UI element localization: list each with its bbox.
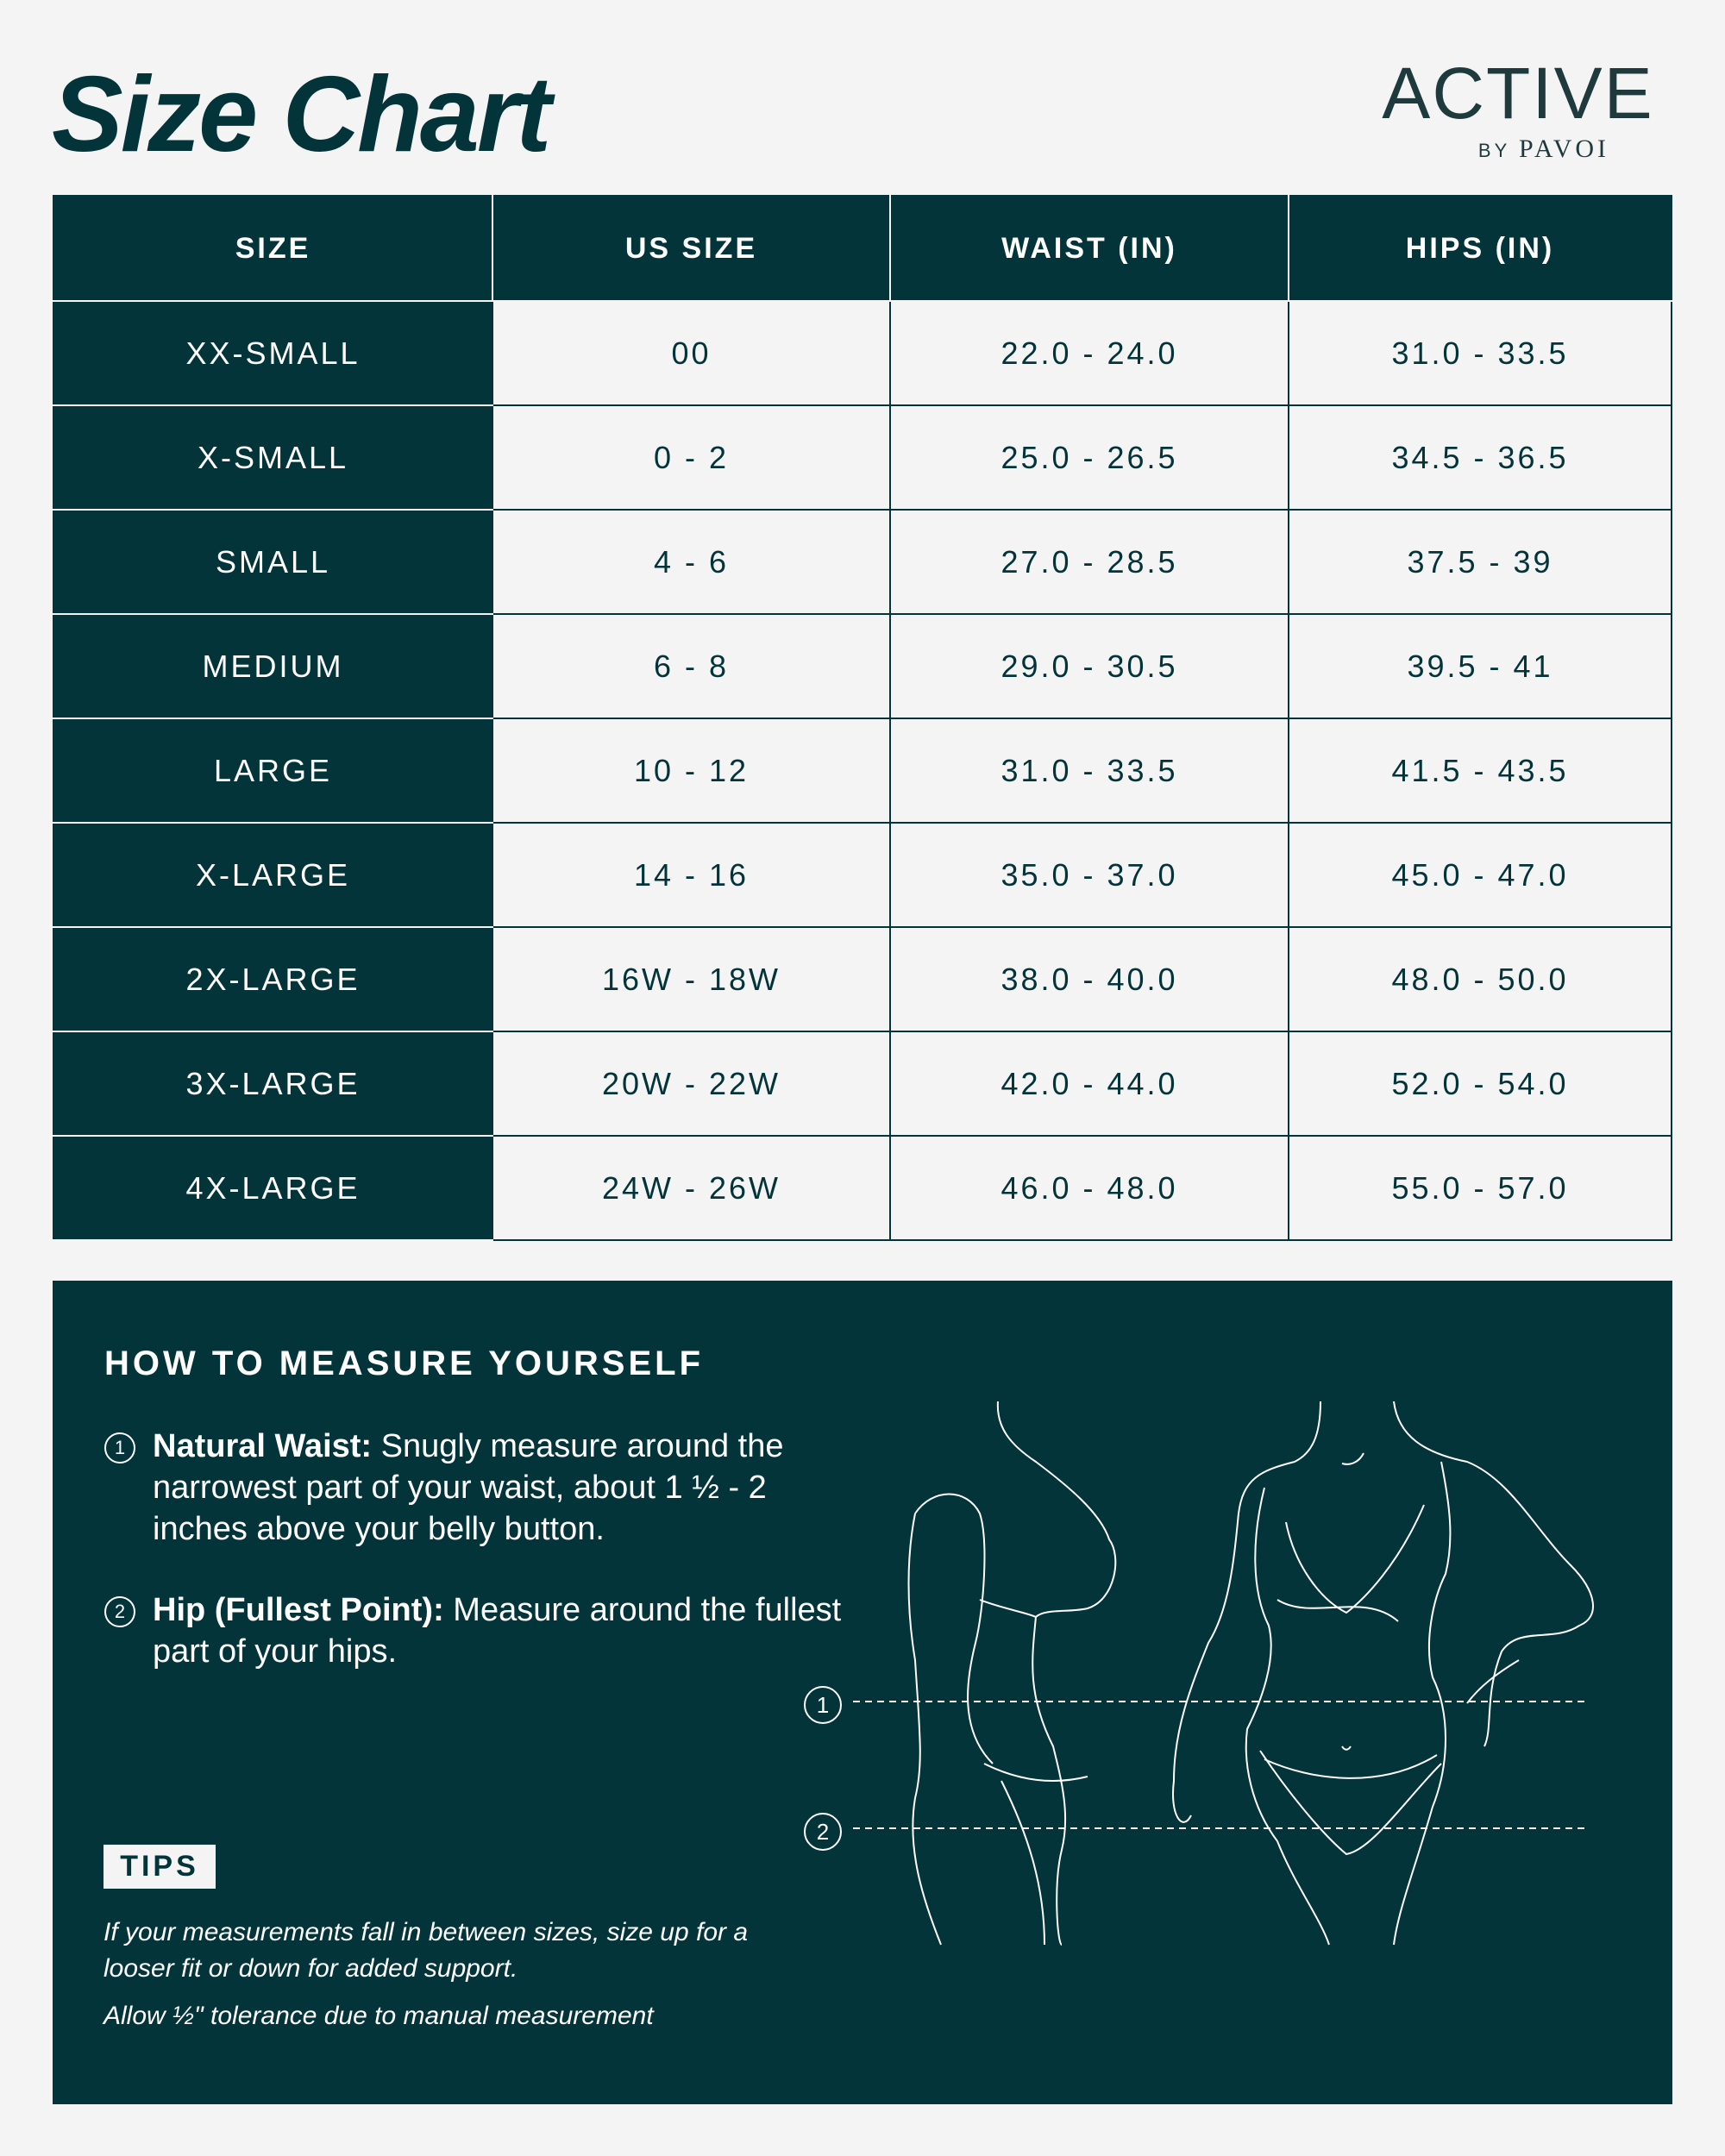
column-header: US SIZE (492, 196, 890, 301)
logo-sub (1410, 135, 1678, 164)
brand-logo (1358, 53, 1678, 164)
table-row (53, 1136, 1672, 1240)
size-cell: SMALL (53, 510, 492, 614)
table-header-row (53, 196, 1672, 301)
logo-main: ACTIVE (1382, 53, 1654, 134)
waist-cell: 29.0 - 30.5 (890, 614, 1289, 718)
tip-text: Allow ½" tolerance due to manual measurement (104, 2002, 654, 2030)
waist-cell: 46.0 - 48.0 (890, 1136, 1289, 1240)
table-row (53, 927, 1672, 1031)
waist-cell: 38.0 - 40.0 (890, 927, 1289, 1031)
us-size-cell: 6 - 8 (492, 614, 890, 718)
table-row (53, 823, 1672, 927)
waist-cell: 42.0 - 44.0 (890, 1031, 1289, 1136)
waist-cell: 22.0 - 24.0 (890, 301, 1289, 405)
column-header: SIZE (53, 196, 492, 301)
size-cell: X-LARGE (53, 823, 492, 927)
table-row (53, 614, 1672, 718)
hips-cell: 45.0 - 47.0 (1289, 823, 1672, 927)
us-size-cell: 00 (492, 301, 890, 405)
size-cell: MEDIUM (53, 614, 492, 718)
logo-by: BY (1477, 140, 1510, 161)
us-size-cell: 10 - 12 (492, 718, 890, 823)
how-to-measure-panel (53, 1281, 1672, 2104)
hips-cell: 48.0 - 50.0 (1289, 927, 1672, 1031)
side-figure-outline (998, 1401, 1115, 1945)
waist-cell: 31.0 - 33.5 (890, 718, 1289, 823)
waist-cell: 35.0 - 37.0 (890, 823, 1289, 927)
hips-cell: 39.5 - 41 (1289, 614, 1672, 718)
body-measurement-illustration (53, 1281, 1672, 2104)
size-cell: 2X-LARGE (53, 927, 492, 1031)
size-table (53, 195, 1672, 1241)
us-size-cell: 24W - 26W (492, 1136, 890, 1240)
page-title: Size Chart (52, 55, 549, 174)
hips-cell: 37.5 - 39 (1289, 510, 1672, 614)
number-badge: 2 (104, 1596, 135, 1627)
item-text: Snugly measure around the narrowest part of your waist, about 1 ½ - 2 inches above your belly button. (153, 1428, 784, 1547)
column-header: HIPS (IN) (1289, 196, 1672, 301)
table-row (53, 1031, 1672, 1136)
table-row (53, 718, 1672, 823)
us-size-cell: 0 - 2 (492, 405, 890, 510)
hips-cell: 55.0 - 57.0 (1289, 1136, 1672, 1240)
table-row (53, 405, 1672, 510)
hips-cell: 41.5 - 43.5 (1289, 718, 1672, 823)
waist-marker: 1 (804, 1686, 842, 1724)
size-cell: XX-SMALL (53, 301, 492, 405)
hip-marker: 2 (804, 1813, 842, 1851)
measure-heading: HOW TO MEASURE YOURSELF (104, 1344, 705, 1382)
tip-text: If your measurements fall in between sizes, size up for a looser fit or down for added support. (104, 1918, 749, 1983)
table-row (53, 301, 1672, 405)
us-size-cell: 16W - 18W (492, 927, 890, 1031)
us-size-cell: 4 - 6 (492, 510, 890, 614)
us-size-cell: 20W - 22W (492, 1031, 890, 1136)
size-cell: LARGE (53, 718, 492, 823)
number-badge: 1 (104, 1432, 135, 1463)
size-cell: 4X-LARGE (53, 1136, 492, 1240)
us-size-cell: 14 - 16 (492, 823, 890, 927)
tips-badge: TIPS (104, 1845, 216, 1889)
hips-cell: 31.0 - 33.5 (1289, 301, 1672, 405)
size-cell: 3X-LARGE (53, 1031, 492, 1136)
waist-cell: 27.0 - 28.5 (890, 510, 1289, 614)
size-cell: X-SMALL (53, 405, 492, 510)
item-label: Natural Waist: (153, 1428, 373, 1464)
item-label: Hip (Fullest Point): (153, 1592, 444, 1628)
table-row (53, 510, 1672, 614)
column-header: WAIST (IN) (890, 196, 1289, 301)
hips-cell: 34.5 - 36.5 (1289, 405, 1672, 510)
hips-cell: 52.0 - 54.0 (1289, 1031, 1672, 1136)
logo-brand: PAVOI (1519, 135, 1610, 163)
waist-cell: 25.0 - 26.5 (890, 405, 1289, 510)
item-text: Measure around the fullest part of your hips. (153, 1592, 842, 1670)
